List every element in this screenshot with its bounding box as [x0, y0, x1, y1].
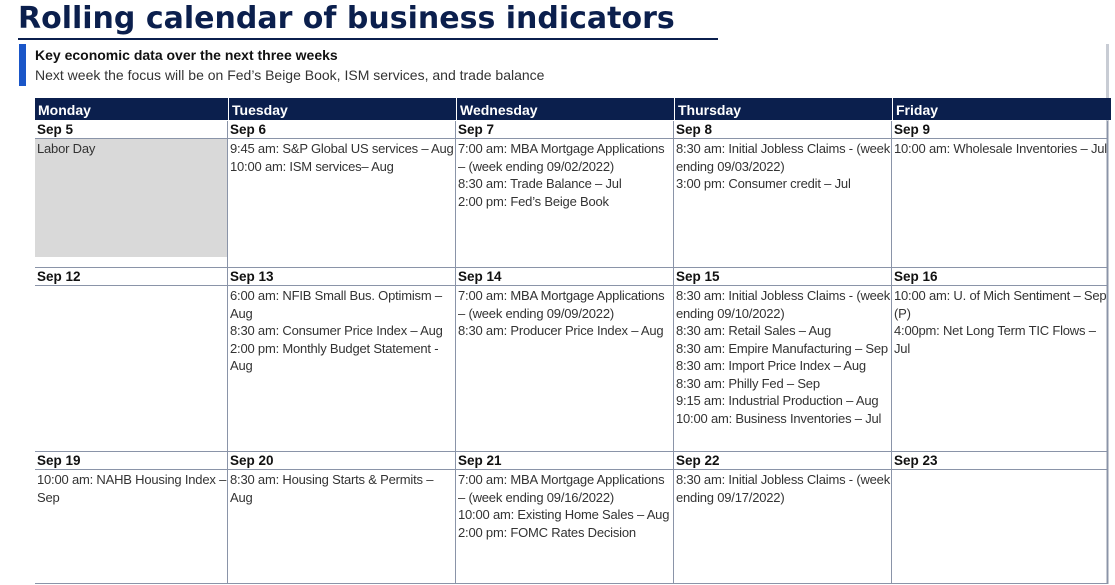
- event-line: 2:00 pm: Monthly Budget Statement -: [230, 340, 439, 356]
- cell-date: Sep 19: [35, 452, 227, 470]
- calendar-cell-wednesday: [456, 268, 674, 452]
- day-header-tuesday: Tuesday: [228, 98, 456, 120]
- event-line: – (week ending 09/09/2022): [458, 305, 614, 321]
- event-line: 7:00 am: MBA Mortgage Applications: [458, 472, 665, 487]
- event-line: Aug: [230, 489, 253, 505]
- event-line: 10:00 am: ISM services– Aug: [230, 158, 394, 174]
- cell-date: Sep 14: [456, 268, 673, 286]
- event-line: 7:00 am: MBA Mortgage Applications: [458, 141, 665, 156]
- event-line: Aug: [230, 305, 253, 321]
- event-line: (P): [894, 305, 911, 321]
- event-line: 8:30 am: Retail Sales – Aug: [676, 323, 832, 338]
- cell-events: [674, 470, 891, 506]
- event-line: Aug: [230, 358, 253, 373]
- cell-date: Sep 20: [228, 452, 455, 470]
- cell-events: [456, 286, 673, 340]
- calendar-cell-friday: [892, 121, 1108, 268]
- calendar-cell-monday: [35, 121, 228, 268]
- calendar-cell-thursday: [674, 452, 892, 584]
- calendar-cell-tuesday: [228, 268, 456, 452]
- cell-date: Sep 7: [456, 121, 673, 139]
- cell-events: [456, 470, 673, 541]
- cell-date: Sep 21: [456, 452, 673, 470]
- day-header-thursday: Thursday: [674, 98, 892, 120]
- event-line: 8:30 am: Initial Jobless Claims - (week: [676, 288, 890, 303]
- cell-date: Sep 9: [892, 121, 1107, 139]
- calendar-cell-wednesday: [456, 452, 674, 584]
- day-header-monday: Monday: [38, 102, 91, 118]
- cell-date: Sep 12: [35, 268, 227, 286]
- subheader-text: Next week the focus will be on Fed’s Beige Book, ISM services, and trade balance: [35, 67, 545, 83]
- event-line: 8:30 am: Consumer Price Index – Aug: [230, 323, 443, 338]
- event-line: 8:30 am: Trade Balance – Jul: [458, 176, 622, 191]
- day-header-friday: Friday: [892, 98, 1111, 120]
- cell-date: Sep 15: [674, 268, 891, 286]
- cell-date: Sep 16: [892, 268, 1107, 286]
- event-line: 10:00 am: Existing Home Sales – Aug: [458, 507, 670, 522]
- cell-events: [228, 470, 455, 506]
- event-line: 10:00 am: Business Inventories – Jul: [676, 410, 882, 426]
- calendar-cell-tuesday: [228, 452, 456, 584]
- event-line: 8:30 am: Housing Starts & Permits –: [230, 472, 434, 487]
- event-line: 4:00pm: Net Long Term TIC Flows –: [894, 323, 1096, 338]
- cell-events: [674, 139, 891, 193]
- cell-events: [456, 139, 673, 210]
- cell-date: Sep 22: [674, 452, 891, 470]
- cell-date: Sep 5: [35, 121, 227, 139]
- calendar-cell-tuesday: [228, 121, 456, 268]
- event-line: 8:30 am: Producer Price Index – Aug: [458, 323, 664, 338]
- cell-date: Sep 23: [892, 452, 1107, 470]
- event-line: 9:15 am: Industrial Production – Aug: [676, 393, 879, 408]
- event-line: – (week ending 09/02/2022): [458, 158, 614, 174]
- cell-events: [35, 139, 227, 257]
- page-title: Rolling calendar of business indicators: [18, 1, 675, 36]
- cell-events: [35, 470, 227, 506]
- event-line: 9:45 am: S&P Global US services – Aug: [230, 141, 454, 156]
- subheader-accent-bar: [19, 44, 26, 86]
- subheader-title: Key economic data over the next three weeks: [35, 47, 338, 63]
- cell-date: Sep 13: [228, 268, 455, 286]
- cell-events: [892, 470, 1107, 471]
- event-line: 8:30 am: Initial Jobless Claims - (week: [676, 472, 890, 487]
- cell-events: [674, 286, 891, 427]
- event-line: – (week ending 09/16/2022): [458, 489, 614, 505]
- event-line: ending 09/10/2022): [676, 305, 785, 321]
- event-line: Labor Day: [37, 141, 96, 156]
- title-rule: [18, 38, 718, 40]
- calendar-cell-thursday: [674, 268, 892, 452]
- calendar-header-row: [35, 98, 1111, 120]
- event-line: ending 09/17/2022): [676, 489, 785, 505]
- cell-events: [35, 286, 227, 287]
- event-line: 8:30 am: Initial Jobless Claims - (week: [676, 141, 890, 156]
- event-line: ending 09/03/2022): [676, 158, 785, 174]
- calendar-cell-thursday: [674, 121, 892, 268]
- event-line: 6:00 am: NFIB Small Bus. Optimism –: [230, 288, 442, 303]
- event-line: 2:00 pm: Fed’s Beige Book: [458, 193, 609, 209]
- event-line: 3:00 pm: Consumer credit – Jul: [676, 176, 851, 191]
- cell-date: Sep 6: [228, 121, 455, 139]
- event-line: 7:00 am: MBA Mortgage Applications: [458, 288, 665, 303]
- calendar-cell-monday: [35, 452, 228, 584]
- event-line: 10:00 am: NAHB Housing Index –: [37, 472, 227, 487]
- cell-events: [228, 286, 455, 375]
- event-line: Sep: [37, 489, 60, 505]
- calendar-cell-monday: [35, 268, 228, 452]
- calendar-cell-friday: [892, 452, 1108, 584]
- day-header-wednesday: Wednesday: [456, 98, 674, 120]
- event-line: Jul: [894, 340, 911, 356]
- cell-events: [892, 139, 1107, 158]
- event-line: 8:30 am: Empire Manufacturing – Sep: [676, 340, 888, 356]
- event-line: 2:00 pm: FOMC Rates Decision: [458, 524, 636, 540]
- event-line: 10:00 am: Wholesale Inventories – Jul: [894, 141, 1107, 156]
- calendar-cell-wednesday: [456, 121, 674, 268]
- event-line: 10:00 am: U. of Mich Sentiment – Sep: [894, 288, 1107, 303]
- cell-events: [228, 139, 455, 175]
- event-line: 8:30 am: Philly Fed – Sep: [676, 375, 820, 391]
- cell-events: [892, 286, 1107, 357]
- event-line: 8:30 am: Import Price Index – Aug: [676, 358, 866, 373]
- calendar-cell-friday: [892, 268, 1108, 452]
- cell-date: Sep 8: [674, 121, 891, 139]
